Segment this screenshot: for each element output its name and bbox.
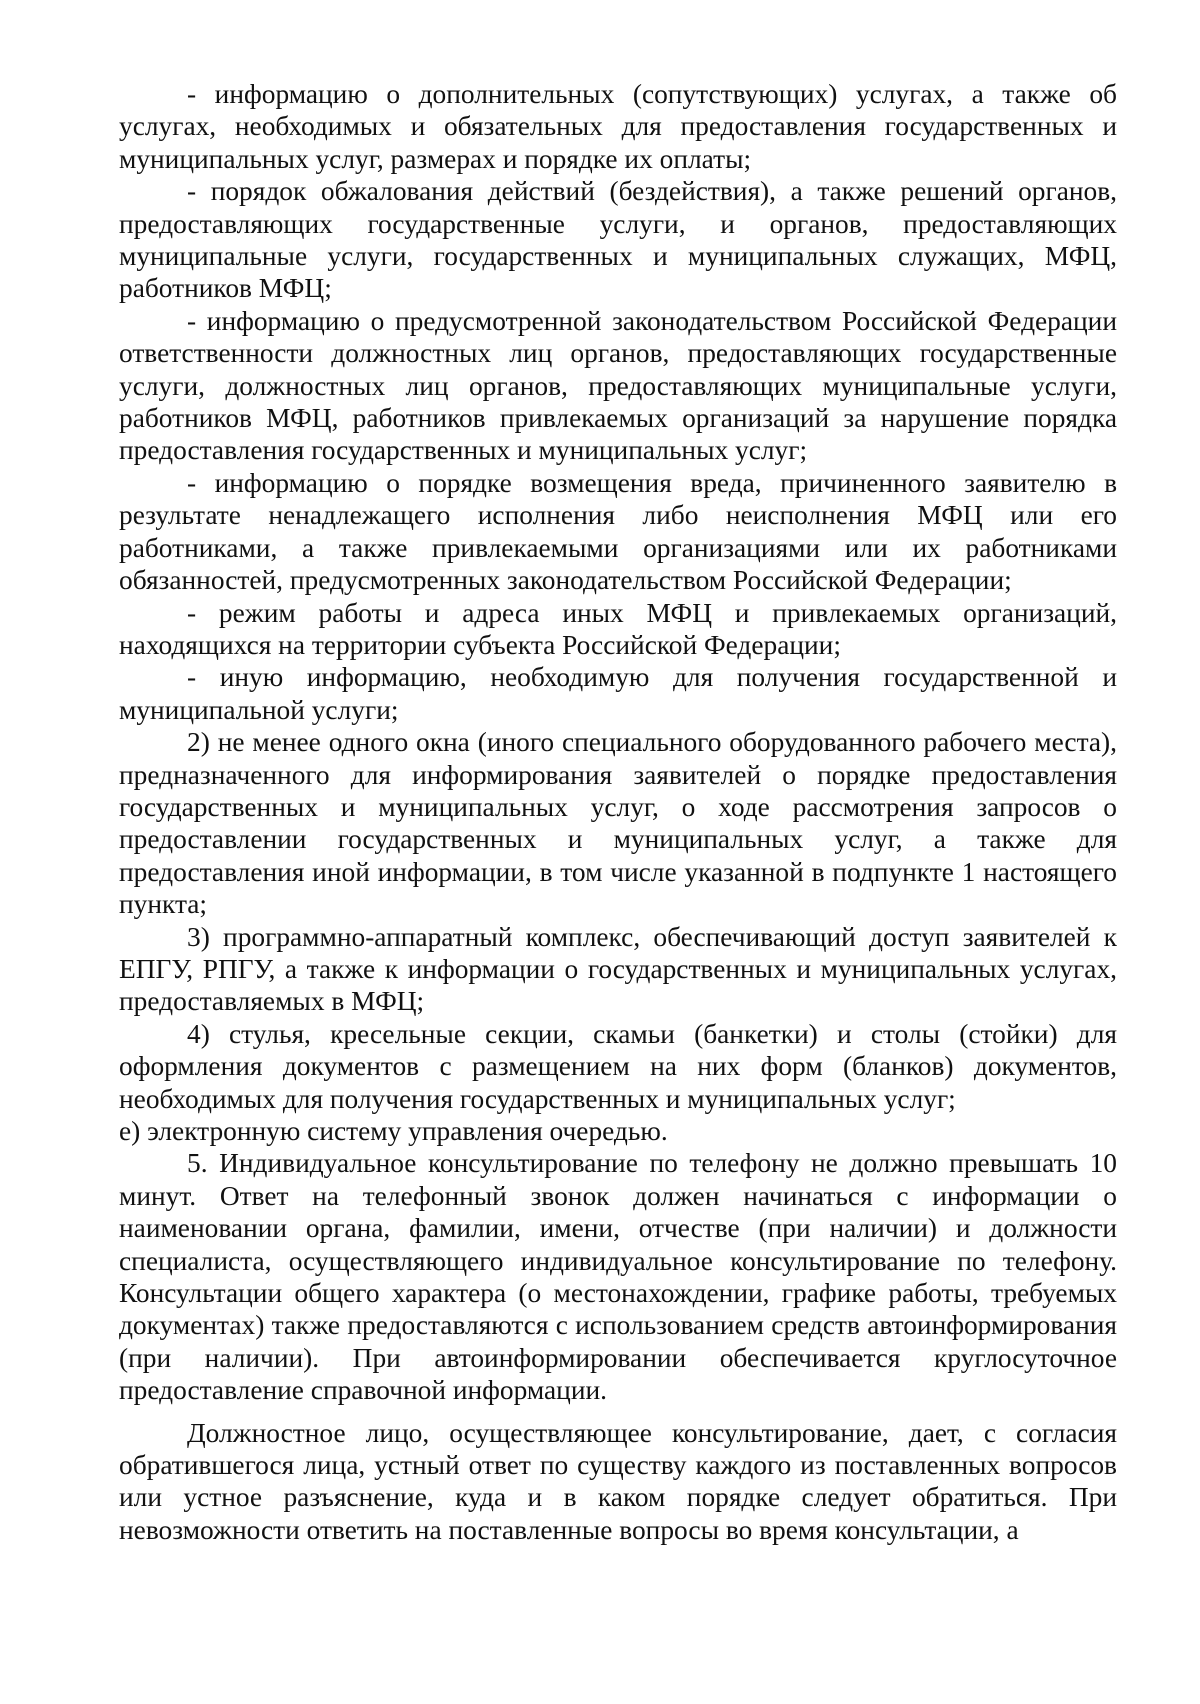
paragraph-item-2: 2) не менее одного окна (иного специального оборудованного рабочего места), предназначенного для информирования заявителей о порядке предоставления государственных и муниципальных услуг, о ходе рассмотрения запросов о предоставлении государственных и муниципальных услуг, а также для предоставления иной информации, в том числе указанной в подпункте 1 настоящего пункта; <box>119 727 1117 920</box>
document-page <box>119 78 1117 1546</box>
paragraph-additional-services: - информацию о дополнительных (сопутствующих) услугах, а также об услугах, необходимых и обязательных для предоставления государственных и муниципальных услуг, размерах и порядке их оплаты; <box>119 79 1117 174</box>
paragraph-other-information: - иную информацию, необходимую для получения государственной и муниципальной услуги; <box>119 662 1117 725</box>
paragraph-appeal-procedure: - порядок обжалования действий (бездействия), а также решений органов, предоставляющих государственные услуги, и органов, предоставляющих муниципальные услуги, государственных и муниципальных служащих, МФЦ, работников МФЦ; <box>119 176 1117 304</box>
paragraph-responsibility: - информацию о предусмотренной законодательством Российской Федерации ответственности должностных лиц органов, предоставляющих государственные услуги, должностных лиц органов, предоставляющих муниципальные услуги, работников МФЦ, работников привлекаемых организаций за нарушение порядка предоставления государственных и муниципальных услуг; <box>119 305 1117 466</box>
paragraph-official-consultation: Должностное лицо, осуществляющее консультирование, дает, с согласия обратившегося лица, устный ответ по существу каждого из поставленных вопросов или устное разъяснение, куда и в каком порядке следует обратиться. При невозможности ответить на поставленные вопросы во время консультации, а <box>119 1417 1117 1545</box>
paragraph-item-4: 4) стулья, кресельные секции, скамьи (банкетки) и столы (стойки) для оформления документов с размещением на них форм (бланков) документов, необходимых для получения государственных и муниципальных услуг; <box>119 1018 1117 1114</box>
paragraph-item-3: 3) программно-аппаратный комплекс, обеспечивающий доступ заявителей к ЕПГУ, РПГУ, а также к информации о государственных и муниципальных услугах, предоставляемых в МФЦ; <box>119 921 1117 1017</box>
paragraph-item-e: е) электронную систему управления очередью. <box>119 1116 668 1146</box>
paragraph-work-schedule: - режим работы и адреса иных МФЦ и привлекаемых организаций, находящихся на территории субъекта Российской Федерации; <box>119 597 1117 660</box>
paragraph-damage-compensation: - информацию о порядке возмещения вреда, причиненного заявителю в результате ненадлежащего исполнения либо неисполнения МФЦ или его работниками, а также привлекаемыми организациями или их работниками обязанностей, предусмотренных законодательством Российской Федерации; <box>119 467 1117 596</box>
paragraph-item-5: 5. Индивидуальное консультирование по телефону не должно превышать 10 минут. Ответ на телефонный звонок должен начинаться с информации о наименовании органа, фамилии, имени, отчестве (при наличии) и должности специалиста, осуществляющего индивидуальное консультирование по телефону. Консультации общего характера (о местонахождении, графике работы, требуемых документах) также предоставляются с использованием средств автоинформирования (при наличии). При автоинформировании обеспечивается круглосуточное предоставление справочной информации. <box>119 1148 1117 1406</box>
